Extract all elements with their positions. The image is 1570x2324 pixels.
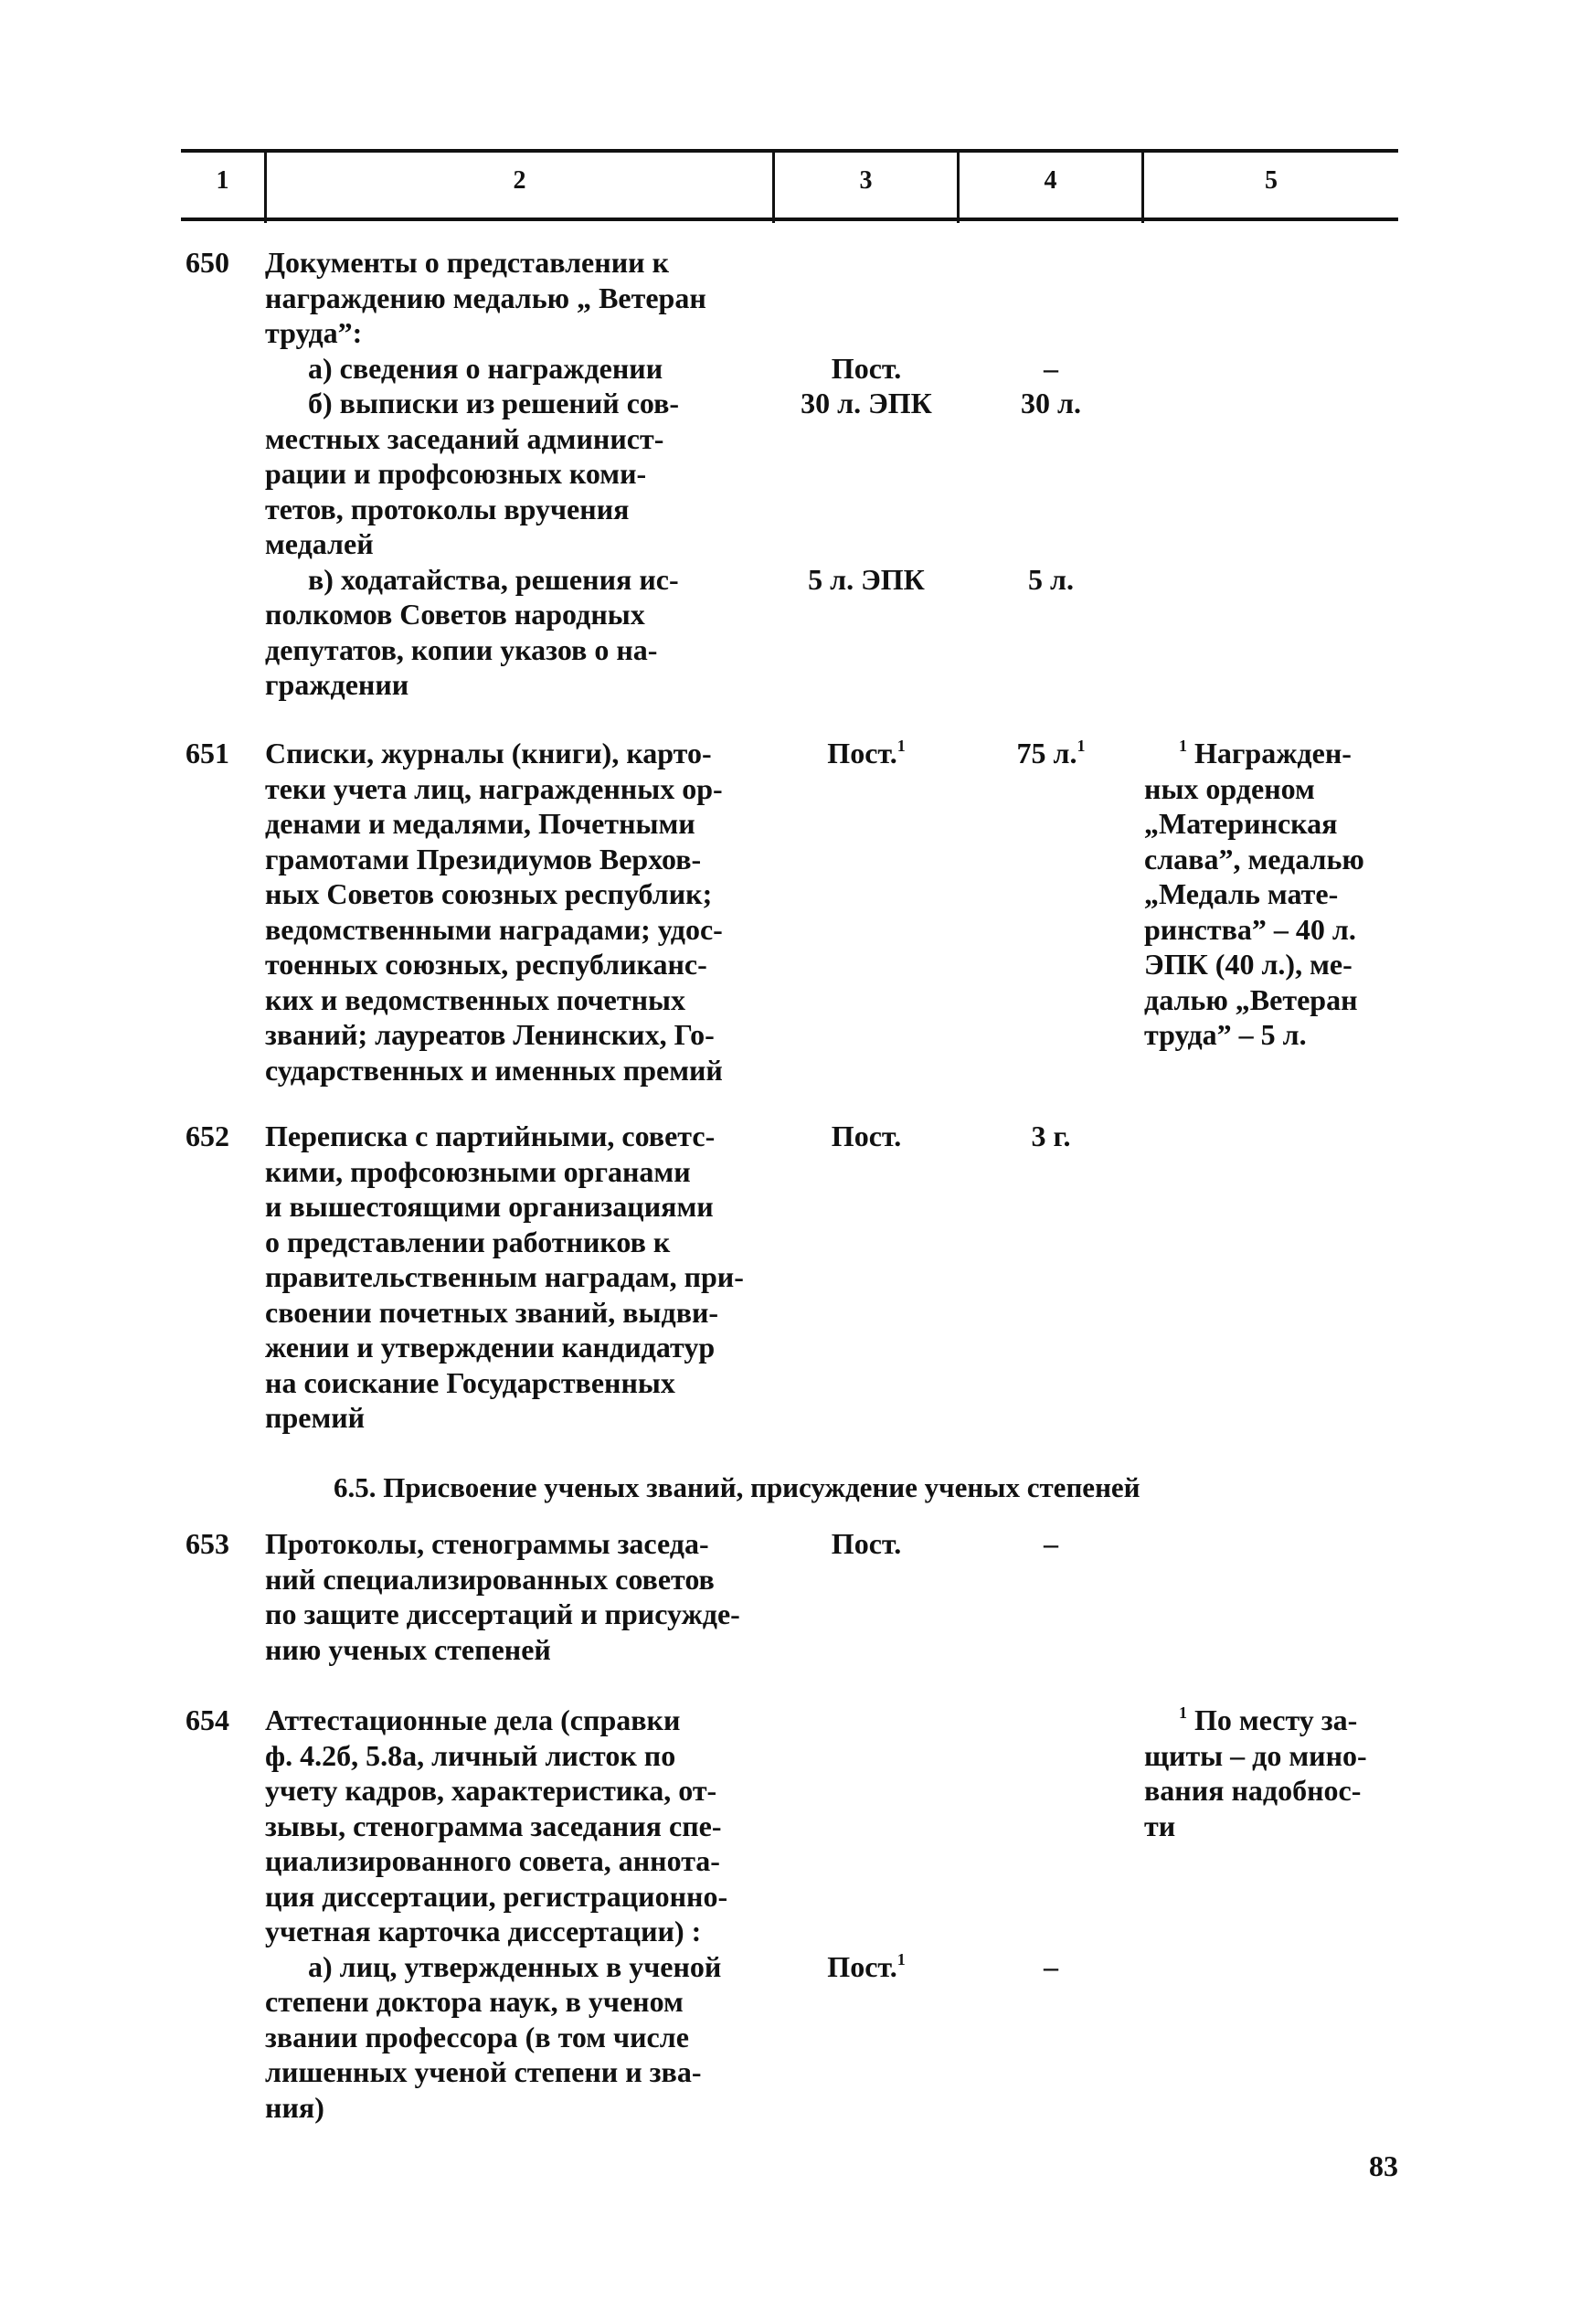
subitem-retention-period-alt-text: – [1044, 1949, 1058, 1983]
retention-period-text: Пост. [827, 737, 897, 769]
subitem-line [265, 492, 629, 526]
description-line-text: ция диссертации, регистрационно- [265, 1879, 728, 1913]
subitem-line [265, 2090, 324, 2125]
description-line [265, 1738, 675, 1773]
retention-period-alt-text: – [1044, 1527, 1058, 1560]
subitem-line-text: депутатов, копии указов о на- [265, 632, 658, 666]
subitem-line [265, 1984, 684, 2019]
description-line-text: своении почетных званий, выдви- [265, 1295, 719, 1329]
header-col-4: 4 [1044, 166, 1057, 195]
description-line-text: Протоколы, стенограммы заседа- [265, 1527, 709, 1560]
description-line [265, 1773, 716, 1808]
description-line-text: сударственных и именных премий [265, 1053, 723, 1087]
description-line [265, 912, 723, 947]
subitem-retention-period-text: Пост. [831, 351, 902, 385]
description-line-text: правительственным наградам, при- [265, 1260, 744, 1293]
note-line [1144, 806, 1337, 841]
item-number [186, 1119, 229, 1153]
retention-period-text: Пост. [831, 1120, 902, 1152]
description-line-text: Переписка с партийными, советс- [265, 1120, 716, 1152]
note-line [1144, 947, 1353, 982]
subitem-line-text: в) ходатайства, решения ис- [308, 562, 679, 596]
subitem-line-text: ния) [265, 2090, 324, 2124]
description-line [265, 1703, 680, 1737]
note-line [1144, 1809, 1175, 1843]
subitem-line-text: медалей [265, 527, 374, 560]
description-line [265, 771, 723, 806]
description-line [265, 1562, 715, 1597]
footnote-marker: 1 [1077, 737, 1086, 755]
table-header-bottom-rule [181, 218, 1398, 221]
subitem-line-text: а) сведения о награждении [308, 351, 663, 385]
footnote-marker: 1 [896, 1949, 906, 1969]
item-number-text: 654 [186, 1703, 229, 1736]
description-line-text: жении и утверждении кандидатур [265, 1331, 716, 1364]
description-line-text: по защите диссертаций и присужде- [265, 1597, 740, 1630]
note-line-text: вания надобнос- [1144, 1774, 1362, 1807]
description-line-text: и вышестоящими организациями [265, 1190, 714, 1223]
description-line-text: денами и медалями, Почетными [265, 807, 695, 840]
subitem-line [265, 526, 374, 561]
description-line-text: нию ученых степеней [265, 1632, 551, 1666]
item-number [186, 1703, 229, 1737]
subitem-retention-period-alt [959, 386, 1143, 420]
item-number-text: 652 [186, 1120, 229, 1152]
subitem-line-text: а) лиц, утвержденных в ученой [308, 1949, 722, 1983]
description-line [265, 1259, 744, 1294]
description-line [265, 1879, 727, 1914]
note-line-text: далью „Ветеран [1144, 982, 1358, 1016]
note-line-text: По месту за- [1194, 1703, 1358, 1736]
description-line [265, 947, 707, 982]
description-line [265, 1843, 720, 1878]
description-line-text: ний специализированных советов [265, 1562, 715, 1596]
description-line-text: кими, профсоюзными органами [265, 1154, 691, 1188]
description-line [265, 1330, 715, 1364]
description-line [265, 1526, 709, 1561]
description-line-text: теки учета лиц, награжденных ор- [265, 771, 723, 805]
description-line-text: награждению медалью „ Ветеран [265, 281, 706, 314]
description-line-text: ведомственными наградами; удос- [265, 912, 723, 946]
subitem-line-text: рации и профсоюзных коми- [265, 457, 647, 490]
footnote-marker: 1 [1179, 737, 1187, 755]
description-line-text: ф. 4.2б, 5.8а, личный листок по [265, 1738, 676, 1772]
footnote-marker: 1 [896, 737, 906, 755]
subitem-line-text: лишенных ученой степени и зва- [265, 2055, 702, 2088]
subitem-line-text: б) выписки из решений сов- [308, 387, 680, 419]
subitem-retention-period-text: Пост. [827, 1949, 897, 1983]
subitem-line [308, 351, 663, 386]
note-line-text: щиты – до мино- [1144, 1738, 1367, 1772]
description-line [265, 1914, 701, 1948]
subitem-line [265, 667, 408, 702]
subitem-line [265, 421, 663, 456]
retention-period-alt-text: 75 л. [1016, 737, 1077, 769]
item-number [186, 1526, 229, 1561]
item-number-text: 651 [186, 737, 229, 769]
item-number [186, 245, 229, 280]
description-line-text: о представлении работников к [265, 1225, 671, 1258]
description-line [265, 281, 706, 315]
subitem-retention-period-alt-text: 5 л. [1028, 562, 1074, 596]
subitem-retention-period-text: 5 л. ЭПК [808, 562, 925, 596]
description-line-text: премий [265, 1401, 366, 1434]
description-line-text: циализированного совета, аннота- [265, 1844, 720, 1877]
description-line-text: труда”: [265, 316, 363, 349]
description-line [265, 1632, 551, 1667]
description-line-text: ных Советов союзных республик; [265, 877, 713, 910]
description-line-text: учету кадров, характеристика, от- [265, 1774, 717, 1807]
description-line [265, 1295, 718, 1330]
note-line-text: ти [1144, 1809, 1176, 1842]
section-heading: 6.5. Присвоение ученых званий, присуждение ученых степеней [334, 1471, 1140, 1503]
note-line [1144, 771, 1315, 806]
retention-period-alt [959, 1526, 1143, 1561]
description-line [265, 982, 685, 1017]
description-line [265, 1119, 715, 1153]
description-line [265, 842, 701, 876]
subitem-retention-period-alt [959, 562, 1143, 597]
description-line [265, 876, 712, 911]
description-line-text: званий; лауреатов Ленинских, Го- [265, 1018, 715, 1051]
description-line-text: ких и ведомственных почетных [265, 982, 686, 1016]
description-line [265, 736, 712, 770]
description-line [265, 245, 669, 280]
subitem-retention-period-alt-text: – [1044, 351, 1058, 385]
subitem-retention-period [774, 562, 959, 597]
note-line [1144, 1738, 1367, 1773]
subitem-line [265, 597, 645, 631]
description-line-text: учетная карточка диссертации) : [265, 1915, 702, 1947]
description-line [265, 1017, 715, 1052]
description-line [265, 1225, 670, 1259]
note-line-text: ных орденом [1144, 771, 1315, 805]
description-line [265, 1365, 675, 1400]
subitem-line-text: звании профессора (в том числе [265, 2020, 689, 2053]
subitem-line [265, 2020, 689, 2054]
note-line-text: ЭПК (40 л.), ме- [1144, 948, 1353, 981]
subitem-line [308, 1949, 721, 1984]
page-number: 83 [1369, 2149, 1398, 2182]
subitem-line-text: степени доктора наук, в ученом [265, 1985, 684, 2018]
note-line-text: ринства” – 40 л. [1144, 912, 1356, 946]
subitem-retention-period-alt [959, 351, 1143, 386]
retention-period [774, 1119, 959, 1153]
description-line-text: грамотами Президиумов Верхов- [265, 842, 702, 875]
subitem-retention-period [774, 1949, 959, 1984]
header-col-5: 5 [1265, 166, 1278, 195]
description-line-text: тоенных союзных, республиканс- [265, 948, 707, 981]
description-line [265, 1597, 740, 1631]
note-line [1144, 912, 1356, 947]
subitem-retention-period-text: 30 л. ЭПК [801, 387, 932, 419]
description-line [265, 1053, 723, 1088]
header-col-2: 2 [513, 166, 526, 195]
item-number-text: 650 [186, 246, 229, 279]
subitem-line [265, 2054, 701, 2089]
note-line [1144, 1017, 1307, 1052]
header-col-3: 3 [859, 166, 873, 195]
description-line [265, 315, 362, 350]
note-line-text: труда” – 5 л. [1144, 1018, 1307, 1051]
note-line-text: слава”, медалью [1144, 842, 1364, 875]
subitem-retention-period [774, 386, 959, 420]
description-line-text: Аттестационные дела (справки [265, 1703, 681, 1736]
note-line-text: „Материнская [1144, 807, 1338, 840]
description-line [265, 806, 695, 841]
description-line [265, 1189, 714, 1224]
note-line-text: Награжден- [1194, 737, 1352, 769]
retention-period-alt [959, 736, 1143, 770]
footnote-marker: 1 [1179, 1703, 1187, 1722]
subitem-line-text: тетов, протоколы вручения [265, 492, 630, 525]
retention-period [774, 736, 959, 770]
description-line-text: Списки, журналы (книги), карто- [265, 737, 712, 769]
subitem-line [308, 562, 679, 597]
subitem-line [265, 456, 646, 491]
subitem-line [265, 632, 657, 667]
note-line [1179, 736, 1352, 770]
subitem-line-text: полкомов Советов народных [265, 598, 645, 631]
subitem-line-text: местных заседаний админист- [265, 421, 664, 455]
description-line [265, 1400, 365, 1435]
subitem-retention-period-alt-text: 30 л. [1021, 387, 1081, 419]
item-number [186, 736, 229, 770]
note-line [1144, 1773, 1361, 1808]
note-line [1144, 876, 1338, 911]
item-number-text: 653 [186, 1527, 229, 1560]
subitem-retention-period [774, 351, 959, 386]
subitem-retention-period-alt [959, 1949, 1143, 1984]
table-header-top-rule [181, 149, 1398, 153]
description-line-text: Документы о представлении к [265, 246, 669, 279]
description-line [265, 1809, 721, 1843]
retention-period-alt [959, 1119, 1143, 1153]
header-col-1: 1 [216, 166, 229, 195]
note-line [1179, 1703, 1357, 1737]
description-line-text: на соискание Государственных [265, 1365, 675, 1399]
note-line-text: „Медаль мате- [1144, 877, 1339, 910]
retention-period [774, 1526, 959, 1561]
description-line [265, 1154, 691, 1189]
description-line-text: зывы, стенограмма заседания спе- [265, 1809, 722, 1842]
subitem-line [308, 386, 679, 420]
retention-period-alt-text: 3 г. [1031, 1120, 1071, 1152]
subitem-line-text: граждении [265, 668, 409, 701]
note-line [1144, 982, 1358, 1017]
note-line [1144, 842, 1364, 876]
retention-period-text: Пост. [831, 1527, 902, 1560]
